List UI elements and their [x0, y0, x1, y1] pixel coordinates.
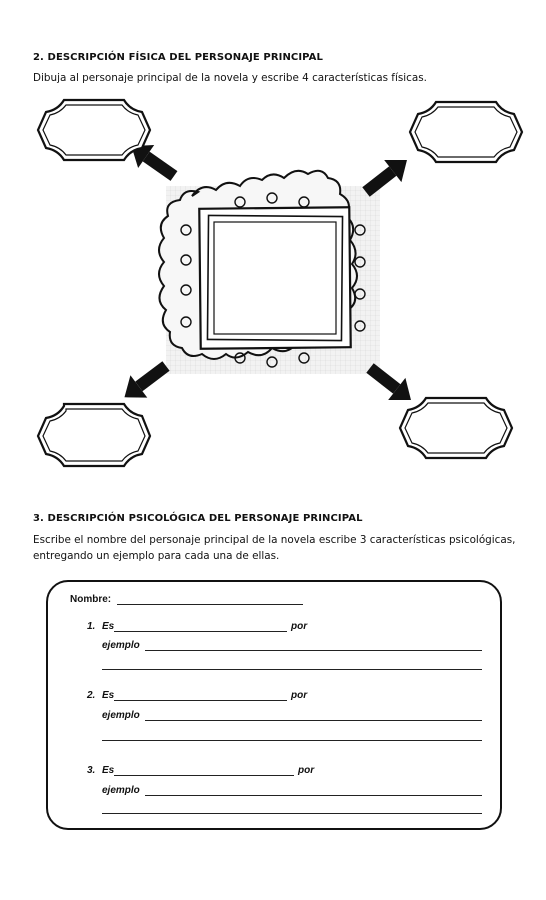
name-field-line[interactable]: [117, 604, 303, 605]
section-3-instruction-line-1: Escribe el nombre del personaje principal de la novela escribe 3 características psicológicas,: [33, 534, 516, 546]
item-1-example-line-2[interactable]: [102, 669, 482, 670]
item-1-trait-line[interactable]: [114, 631, 287, 632]
name-label: Nombre:: [70, 594, 112, 605]
item-3-es-label: Es: [102, 765, 115, 776]
item-2-trait-line[interactable]: [114, 700, 287, 701]
section-2-title: 2. DESCRIPCIÓN FÍSICA DEL PERSONAJE PRINCIPAL: [33, 52, 323, 63]
item-2-es-label: Es: [102, 690, 115, 701]
item-1-ejemplo-label: ejemplo: [102, 640, 140, 651]
item-1-es-label: Es: [102, 621, 115, 632]
item-1-por-label: por: [291, 621, 308, 632]
character-diagram: [0, 90, 546, 500]
label-frame-top-left: [38, 100, 150, 160]
item-2-example-line[interactable]: [145, 720, 482, 721]
label-frame-bottom-right: [400, 398, 512, 458]
item-2-example-line-2[interactable]: [102, 740, 482, 741]
label-frame-bottom-left: [38, 404, 150, 466]
section-3-instruction-line-2: entregando un ejemplo para cada una de ellas.: [33, 550, 280, 562]
item-3-example-line-2[interactable]: [102, 813, 482, 814]
item-3-por-label: por: [298, 765, 315, 776]
label-frame-top-right: [410, 102, 522, 162]
item-2-por-label: por: [291, 690, 308, 701]
item-2-ejemplo-label: ejemplo: [102, 710, 140, 721]
item-1-number: 1.: [87, 621, 96, 632]
item-3-number: 3.: [87, 765, 96, 776]
section-2-instruction: Dibuja al personaje principal de la novela y escribe 4 características físicas.: [33, 72, 427, 84]
item-2-number: 2.: [87, 690, 96, 701]
item-3-example-line[interactable]: [145, 795, 482, 796]
item-3-ejemplo-label: ejemplo: [102, 785, 140, 796]
section-3-title: 3. DESCRIPCIÓN PSICOLÓGICA DEL PERSONAJE PRINCIPAL: [33, 513, 363, 524]
ornate-frame: [159, 171, 380, 374]
item-1-example-line[interactable]: [145, 650, 482, 651]
arrow-bottom-left-icon: [116, 355, 174, 409]
item-3-trait-line[interactable]: [114, 775, 294, 776]
